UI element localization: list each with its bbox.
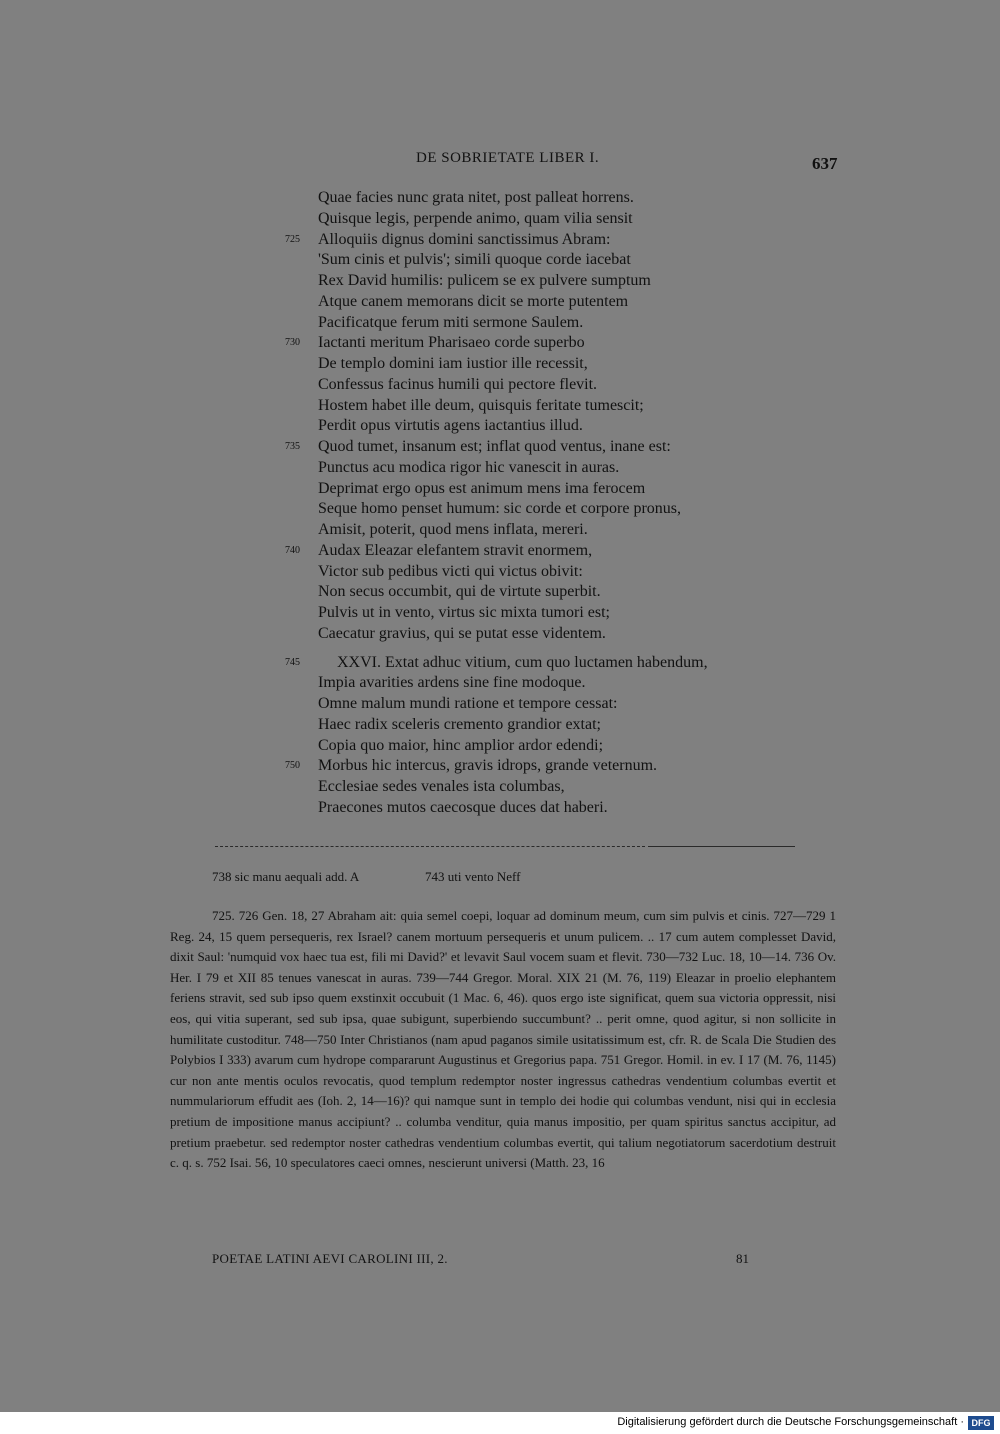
verse-line: Rex David humilis: pulicem se ex pulvere sumptum xyxy=(318,272,651,289)
verse-line: Amisit, poterit, quod mens inflata, mereri. xyxy=(318,521,588,538)
verse-line-number: 745 xyxy=(285,656,300,668)
verse-line: Victor sub pedibus victi qui victus obivit: xyxy=(318,562,583,580)
verse-line: Confessus facinus humili qui pectore flevit. xyxy=(318,375,598,393)
verse-line: Pulvis ut in vento, virtus sic mixta tumori est; xyxy=(318,604,610,621)
source-notes xyxy=(170,906,836,1174)
verse-line: Pacificatque ferum miti sermone Saulem. xyxy=(318,313,584,331)
verse-line: Non secus occumbit, qui de virtute superbit. xyxy=(318,583,601,601)
critical-apparatus xyxy=(212,869,521,885)
verse-line: Seque homo penset humum: sic corde et corpore pronus, xyxy=(318,500,682,518)
verse-line: Praecones mutos caecosque duces dat haberi. xyxy=(318,798,608,816)
verse-line: Punctus acu modica rigor hic vanescit in auras. xyxy=(318,458,620,476)
verse-line: Audax Eleazar elefantem stravit enormem, xyxy=(318,541,593,559)
verse-line: 'Sum cinis et pulvis'; simili quoque corde iacebat xyxy=(318,251,631,269)
verse-line-number: 740 xyxy=(285,544,300,556)
apparatus-note: 743 uti vento Neff xyxy=(425,869,521,884)
verse-line: Perdit opus virtutis agens iactantius illud. xyxy=(318,417,583,435)
verse-line-number: 730 xyxy=(285,337,300,349)
verse-line: Deprimat ergo opus est animum mens ima ferocem xyxy=(318,479,646,497)
apparatus-note: 738 sic manu aequali add. A xyxy=(212,869,360,884)
verse-line-number: 750 xyxy=(285,760,300,772)
verse-line: Caecatur gravius, qui se putat esse videntem. xyxy=(318,624,606,642)
verse-line: Quae facies nunc grata nitet, post palleat horrens. xyxy=(318,189,634,206)
notes-paragraph: 725. 726 Gen. 18, 27 Abraham ait: quia semel coepi, loquar ad dominum meum, cum sim pulvis et cinis. 727—729 1 Reg. 24, 15 quem persequeris, rex Israel? canem mortuum persequeris et unum pulicem. .. 17 cum autem complesset David, dixit Saul: 'numquid vox haec tua est, fili mi David?' et levavit Saul vocem suam et flevit. 730—732 Luc. 18, 10—14. 736 Ov. Her. I 79 et XII 85 tenues vanescat in auras. 739—744 Gregor. Moral. XIX 21 (M. 76, 119) Eleazar in proelio elephantem feriens stravit, sed sub ipso quem exstinxit occubuit (1 Mac. 6, 46). quos ergo iste significat, quem sua victoria oppressit, nisi eos, qui vitia superant, sed sub ipsa, quae subigunt, superbiendo succumbunt? .. perit omne, quod agitur, si non sollicite in humilitate custoditur. 748—750 Inter Christianos (nam apud paganos simile usitatissimum est, cfr. R. de Scala Die Studien des Polybios I 333) avarum cum hydrope compararunt Augustinus et Gregorius papa. 751 Gregor. Homil. in ev. I 17 (M. 76, 1145) cur non ante mentis oculos revocatis, quod templum redemptor noster ingressus cathedras vendentium columbas evertit et nummulariorum effudit aes (Ioh. 2, 14—16)? qui namque sunt in templo dei hodie qui columbas vendunt, nisi qui in ecclesia pretium de impositione manus accipiunt? .. columba venditur, quia manus impositio, per quam spiritus sanctus accipitur, ad pretium praebetur. sed redemptor noster cathedras vendentium columbas evertit, qui talium negotiatorum sacerdotium destruit c. q. s. 752 Isai. 56, 10 speculatores caeci omnes, nescierunt universi (Matth. 23, 16 xyxy=(170,908,836,1171)
verse-line: Impia avarities ardens sine fine modoque. xyxy=(318,674,586,692)
verse-line: Alloquiis dignus domini sanctissimus Abram: xyxy=(318,230,611,248)
dfg-credit: Digitalisierung gefördert durch die Deutsche Forschungsgemeinschaft · xyxy=(617,1416,964,1428)
verse-line: Quod tumet, insanum est; inflat quod ventus, inane est: xyxy=(318,438,671,455)
verse-line: De templo domini iam iustior ille recessit, xyxy=(318,355,588,372)
running-head: DE SOBRIETATE LIBER I. xyxy=(416,150,600,166)
verse-line: Haec radix sceleris cremento grandior extat; xyxy=(318,715,601,733)
verse-line: Copia quo maior, hinc amplior ardor edendi; xyxy=(318,736,604,754)
verse-line: Ecclesiae sedes venales ista columbas, xyxy=(318,778,565,795)
separator-rule-dashed xyxy=(215,846,645,847)
verse-line: Atque canem memorans dicit se morte putentem xyxy=(318,292,629,310)
separator-rule-solid xyxy=(648,846,795,847)
verse-line: Omne malum mundi ratione et tempore cessat: xyxy=(318,695,618,712)
verse-line: Morbus hic intercus, gravis idrops, grande veternum. xyxy=(318,757,658,775)
footer-title: POETAE LATINI AEVI CAROLINI III, 2. xyxy=(212,1251,448,1266)
footer-signature: 81 xyxy=(736,1251,749,1266)
verse-line-number: 735 xyxy=(285,441,300,452)
verse-line: XXVI. Extat adhuc vitium, cum quo luctamen habendum, xyxy=(337,653,708,671)
dfg-banner xyxy=(0,1412,1000,1434)
verse-line: Iactanti meritum Pharisaeo corde superbo xyxy=(318,334,585,352)
verse-line: Hostem habet ille deum, quisquis feritate tumescit; xyxy=(318,396,644,414)
verse-line: Quisque legis, perpende animo, quam vilia sensit xyxy=(318,209,633,227)
page-number: 637 xyxy=(812,154,838,173)
dfg-logo-icon: DFG xyxy=(968,1416,994,1430)
verse-line-number: 725 xyxy=(285,233,300,245)
